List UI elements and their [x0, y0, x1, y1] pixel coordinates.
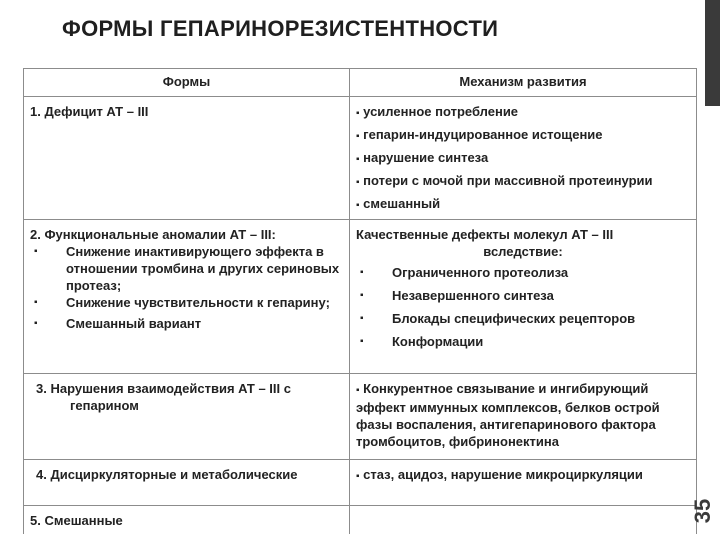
mechanism-bullet: ▪ потери с мочой при массивной протеинурии	[356, 173, 653, 188]
form-text: 4. Дисциркуляторные и метаболические	[36, 467, 298, 482]
form-bullet: ▪ Снижение инактивирующего эффекта в отношении тромбина и других сериновых протеаз;	[30, 243, 343, 294]
heparin-resistance-table	[23, 68, 697, 534]
bullet-icon: ▪	[356, 131, 360, 142]
mechanism-cell	[350, 220, 697, 374]
mechanism-intro-cont: вследствие:	[483, 244, 563, 259]
table-header-row	[24, 69, 697, 97]
page-title: ФОРМЫ ГЕПАРИНОРЕЗИСТЕНТНОСТИ	[62, 16, 499, 41]
table-row	[24, 506, 697, 535]
bullet-icon: ▪	[356, 108, 360, 119]
bullet-icon: ▪	[34, 318, 38, 329]
table-row	[24, 374, 697, 460]
form-cell	[24, 220, 350, 374]
mechanism-bullet: ▪ Блокады специфических рецепторов	[356, 310, 690, 327]
mechanism-bullet: ▪ смешанный	[356, 196, 441, 211]
mechanism-bullet: ▪ гепарин-индуцированное истощение	[356, 127, 603, 142]
table-row	[24, 460, 697, 506]
header-mechanism: Механизм развития	[350, 69, 697, 97]
form-text: 1. Дефицит АТ – III	[30, 104, 149, 119]
mechanism-bullet: ▪ усиленное потребление	[356, 104, 519, 119]
mechanism-cell	[350, 374, 697, 460]
mechanism-intro: Качественные дефекты молекул АТ – III	[356, 227, 614, 242]
table-row	[24, 220, 697, 374]
form-cell	[24, 374, 350, 460]
accent-bar	[705, 0, 720, 106]
bullet-icon: ▪	[356, 154, 360, 165]
form-cell	[24, 97, 350, 220]
bullet-icon: ▪	[360, 336, 364, 347]
bullet-icon: ▪	[360, 313, 364, 324]
form-text: 5. Смешанные	[30, 513, 123, 528]
form-bullet: ▪ Снижение чувствительности к гепарину;	[30, 294, 343, 311]
table-row	[24, 97, 697, 220]
form-bullet: ▪ Смешанный вариант	[30, 315, 343, 332]
bullet-icon: ▪	[356, 177, 360, 188]
form-text: 2. Функциональные аномалии АТ – III:	[30, 227, 276, 242]
form-cell	[24, 460, 350, 506]
form-cell	[24, 506, 350, 535]
mechanism-bullet: ▪ нарушение синтеза	[356, 150, 489, 165]
mechanism-cell	[350, 97, 697, 220]
slide-number: 35	[690, 498, 715, 524]
mechanism-bullet: ▪ Незавершенного синтеза	[356, 287, 690, 304]
mechanism-bullet: ▪ Ограниченного протеолиза	[356, 264, 690, 281]
bullet-icon: ▪	[34, 246, 38, 257]
bullet-icon: ▪	[356, 471, 360, 482]
bullet-icon: ▪	[360, 290, 364, 301]
bullet-icon: ▪	[34, 297, 38, 308]
mechanism-text: ▪ Конкурентное связывание и ингибирующий эффект иммунных комплексов, белков острой фазы воспаления, антигепаринового фактора тромбоцитов, фибринонектина	[356, 381, 660, 449]
header-forms: Формы	[24, 69, 350, 97]
bullet-icon: ▪	[356, 200, 360, 211]
mechanism-cell	[350, 506, 697, 535]
bullet-icon: ▪	[360, 267, 364, 278]
bullet-icon: ▪	[356, 385, 360, 396]
mechanism-cell	[350, 460, 697, 506]
mechanism-text: ▪ стаз, ацидоз, нарушение микроциркуляции	[356, 467, 643, 482]
mechanism-bullet: ▪ Конформации	[356, 333, 690, 350]
form-text: 3. Нарушения взаимодействия АТ – III с гепарином	[36, 381, 291, 413]
